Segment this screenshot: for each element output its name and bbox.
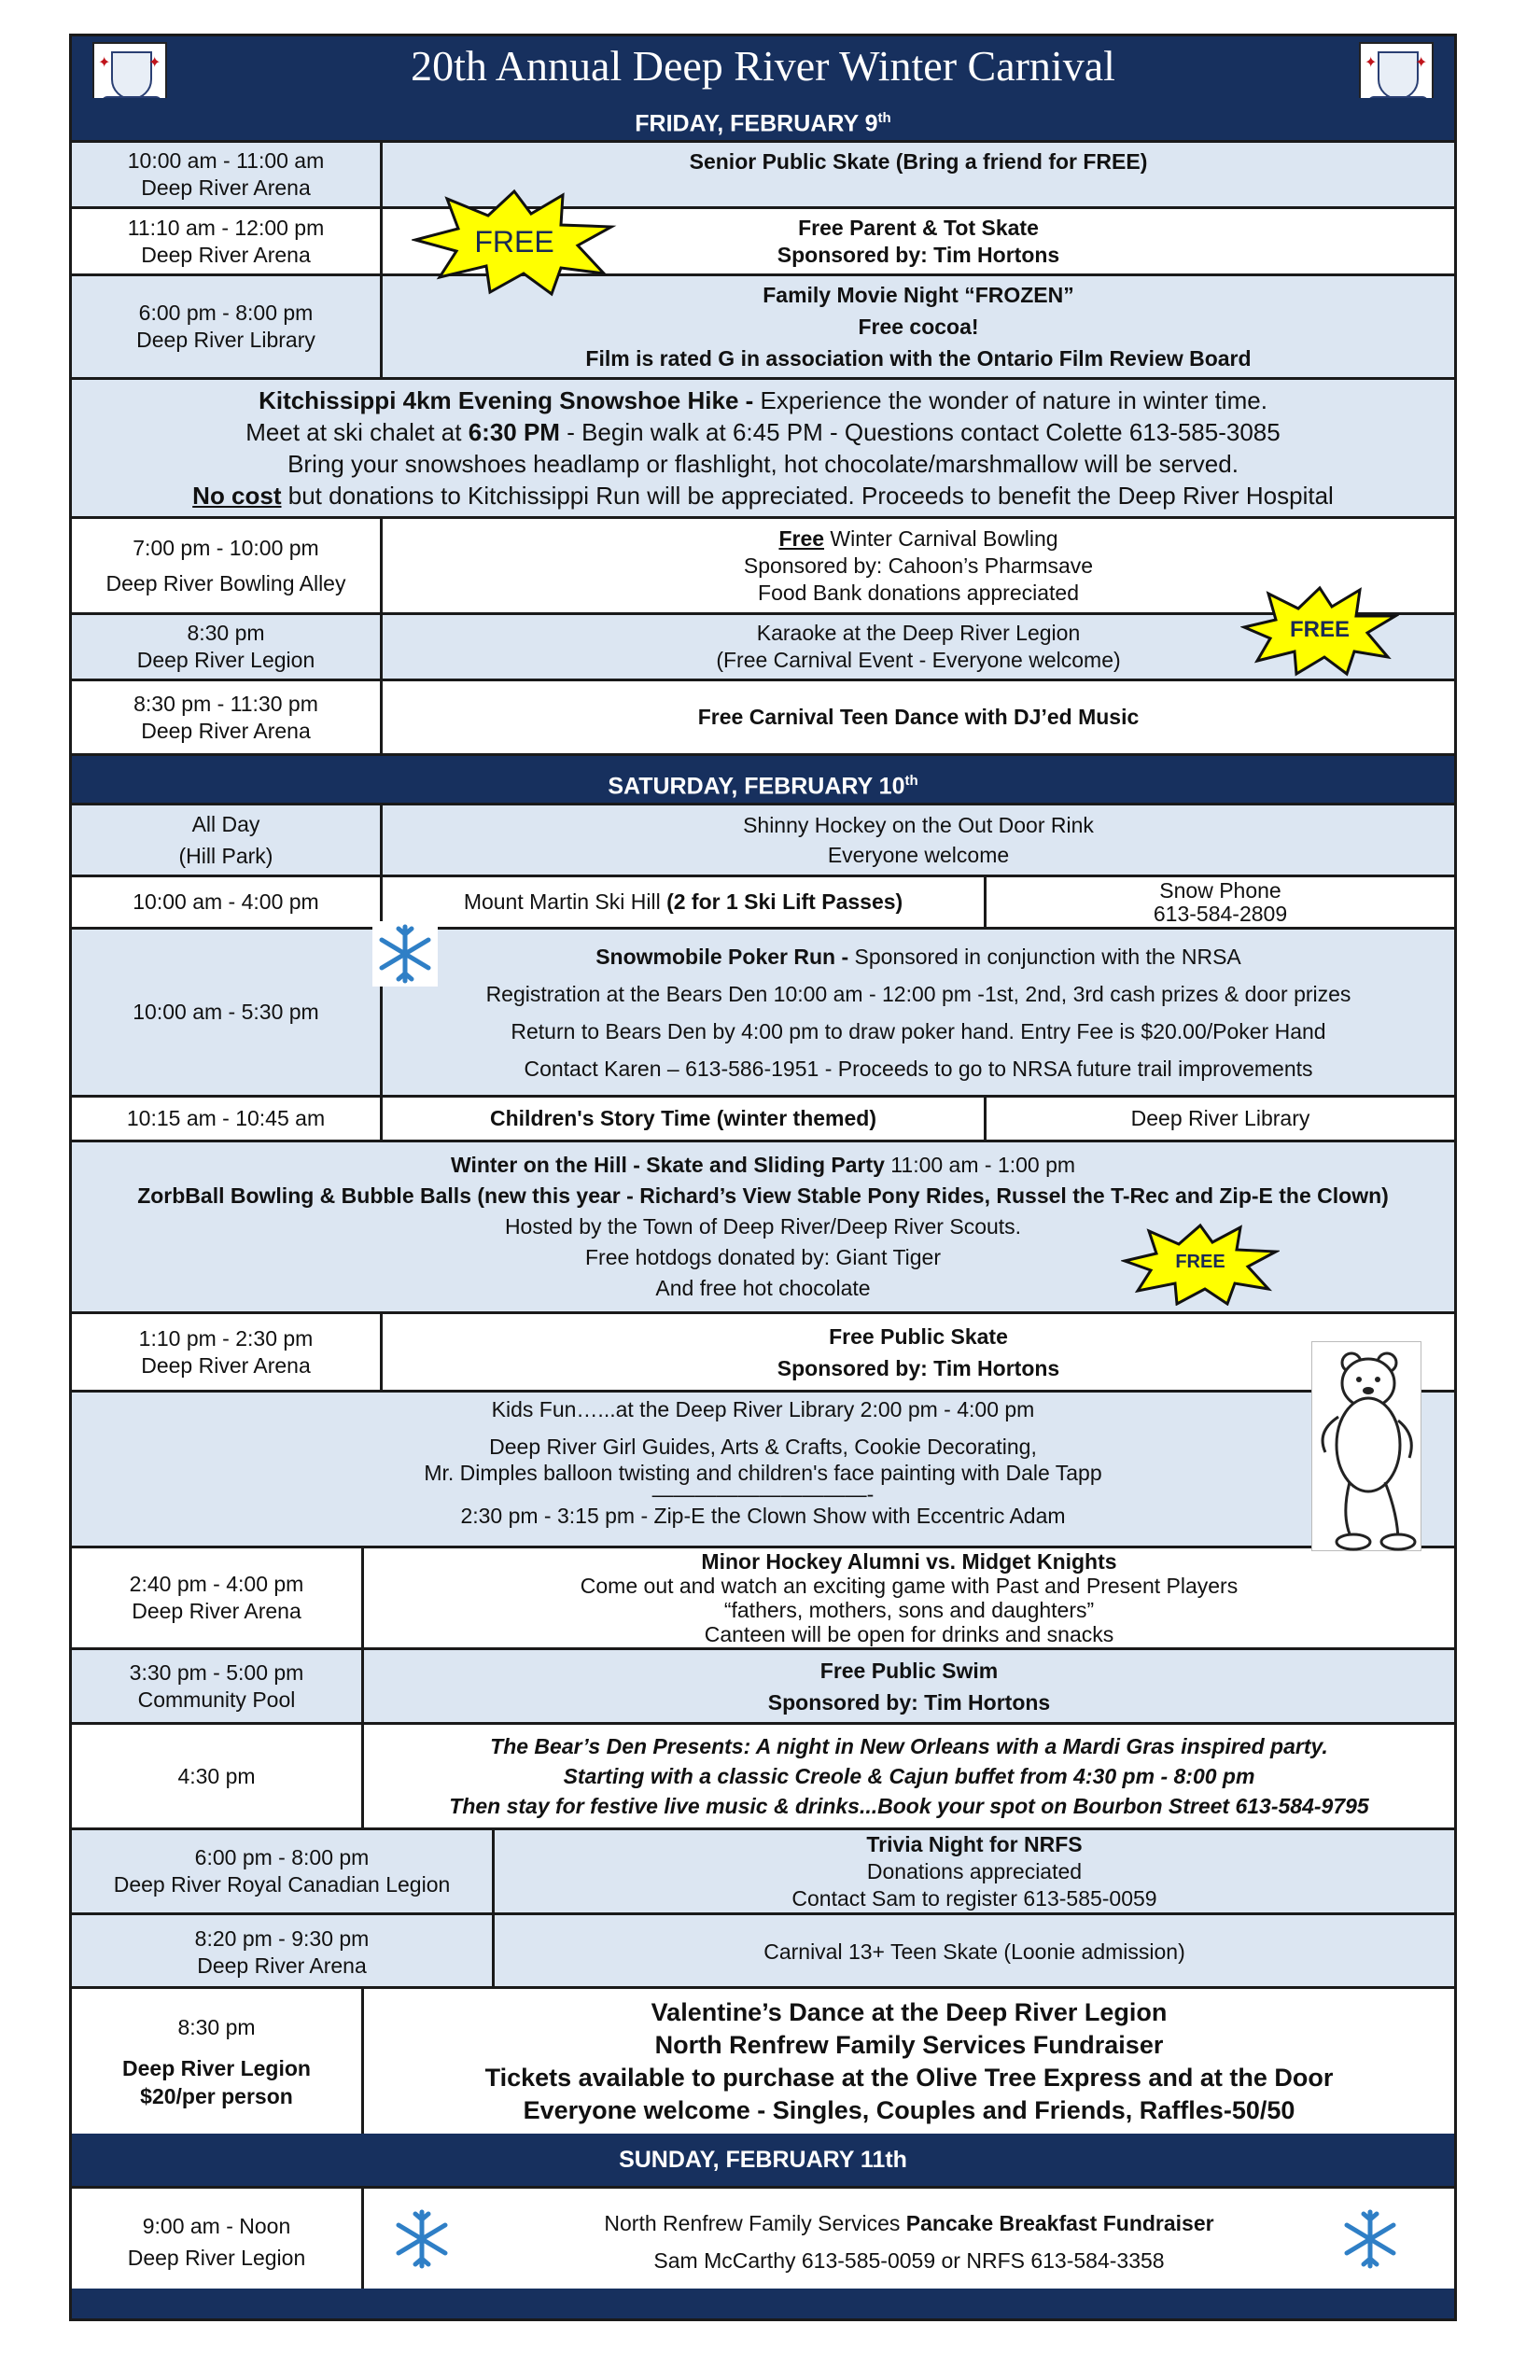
event-detail: Come out and watch an exciting game with Past and Present Players bbox=[580, 1574, 1239, 1598]
event-detail: Donations appreciated bbox=[866, 1858, 1083, 1883]
friday-header-text: FRIDAY, FEBRUARY 9 bbox=[635, 110, 878, 137]
saturday-header-text: SATURDAY, FEBRUARY 10 bbox=[608, 773, 905, 800]
event-cell bbox=[380, 681, 1454, 753]
event-cell bbox=[361, 1989, 1454, 2134]
event-location: Deep River Arena bbox=[197, 1953, 367, 1978]
location-cell bbox=[984, 1098, 1454, 1140]
event-title: Carnival 13+ Teen Skate (Loonie admission) bbox=[763, 1939, 1185, 1964]
event-location: Deep River Arena bbox=[141, 1352, 311, 1378]
event-detail: ZorbBall Bowling & Bubble Balls (new this year - Richard’s View Stable Pony Rides, Russel the T-Rec and Zip-E the Clown) bbox=[137, 1183, 1389, 1208]
time-cell bbox=[72, 519, 380, 612]
time-cell bbox=[72, 1915, 492, 1989]
event-detail bbox=[245, 416, 1280, 448]
hike-donation-text: but donations to Kitchissippi Run will be appreciated. Proceeds to benefit the Deep River Hospital bbox=[281, 482, 1334, 510]
valentine-sunday-section bbox=[69, 1986, 1457, 2321]
event-sponsor: Sponsored by: Tim Hortons bbox=[777, 242, 1060, 267]
hike-meet-text: Meet at ski chalet at bbox=[245, 418, 469, 446]
title-text: 20th Annual Deep River Winter Carnival bbox=[411, 42, 1115, 90]
hike-contact-text: - Begin walk at 6:45 PM - Questions contact Colette 613-585-3085 bbox=[559, 418, 1281, 446]
snowflake-icon bbox=[389, 2206, 455, 2272]
event-detail: Starting with a classic Creole & Cajun buffet from 4:30 pm - 8:00 pm bbox=[563, 1764, 1255, 1788]
event-sponsor: Sponsored by: Tim Hortons bbox=[767, 1689, 1051, 1715]
event-location: Community Pool bbox=[137, 1687, 296, 1712]
maple-leaf-icon: ✦ bbox=[1365, 55, 1378, 71]
event-title: Valentine’s Dance at the Deep River Legion bbox=[651, 1997, 1168, 2026]
event-contact: Sam McCarthy 613-585-0059 or NRFS 613-584-3358 bbox=[653, 2247, 1165, 2273]
time-cell bbox=[72, 1725, 361, 1827]
event-time: 7:00 pm - 10:00 pm bbox=[133, 536, 319, 560]
crest-shield bbox=[1378, 51, 1419, 100]
event-cell bbox=[380, 930, 1454, 1095]
ski-pass-offer: (2 for 1 Ski Lift Passes) bbox=[666, 889, 903, 914]
saturday-event-row bbox=[72, 927, 1454, 1095]
event-detail: Free hotdogs donated by: Giant Tiger bbox=[584, 1245, 942, 1269]
event-title: Trivia Night for NRFS bbox=[866, 1831, 1083, 1856]
crest-shield bbox=[111, 51, 152, 100]
friday-event-row bbox=[72, 679, 1454, 753]
event-sponsor: Sponsored by: Tim Hortons bbox=[777, 1355, 1060, 1380]
event-detail: Food Bank donations appreciated bbox=[758, 580, 1079, 605]
saturday-event-row bbox=[72, 1546, 1454, 1647]
event-detail bbox=[192, 480, 1334, 511]
event-detail: 2:30 pm - 3:15 pm - Zip-E the Clown Show with Eccentric Adam bbox=[460, 1504, 1066, 1528]
valentine-dance-row bbox=[72, 1989, 1454, 2134]
event-location: Deep River Bowling Alley bbox=[105, 571, 346, 595]
event-detail: Return to Bears Den by 4:00 pm to draw poker hand. Entry Fee is $20.00/Poker Hand bbox=[511, 1018, 1326, 1043]
event-cell bbox=[361, 1548, 1454, 1647]
event-location: Deep River Library bbox=[136, 328, 315, 352]
event-detail: Free cocoa! bbox=[858, 315, 979, 339]
pancake-breakfast-title: Pancake Breakfast Fundraiser bbox=[905, 2210, 1214, 2235]
time-cell bbox=[72, 805, 380, 875]
event-cell bbox=[72, 380, 1454, 516]
event-detail: Tickets available to purchase at the Olive Tree Express and at the Door bbox=[484, 2063, 1334, 2092]
event-location: (Hill Park) bbox=[178, 844, 273, 868]
saturday-event-row bbox=[72, 1095, 1454, 1140]
event-detail: And free hot chocolate bbox=[655, 1276, 871, 1300]
free-starburst-badge bbox=[1240, 584, 1399, 678]
event-title: Free Public Skate bbox=[829, 1323, 1008, 1349]
event-time: All Day bbox=[191, 812, 260, 836]
event-title bbox=[451, 1150, 1075, 1181]
event-detail: (Free Carnival Event - Everyone welcome) bbox=[716, 648, 1121, 672]
contact-cell bbox=[984, 877, 1454, 927]
event-time: 4:30 pm bbox=[177, 1763, 256, 1788]
event-title bbox=[595, 938, 1241, 975]
event-detail: Contact Sam to register 613-585-0059 bbox=[791, 1885, 1157, 1911]
event-detail: Then stay for festive live music & drinks...Book your spot on Bourbon Street 613-584-9795 bbox=[449, 1794, 1369, 1818]
event-sponsor: Sponsored by: Cahoon’s Pharmsave bbox=[743, 553, 1094, 578]
event-location: Deep River Royal Canadian Legion bbox=[113, 1872, 451, 1897]
event-location: Deep River Arena bbox=[132, 1599, 301, 1623]
event-time: 3:30 pm - 5:00 pm bbox=[129, 1659, 304, 1685]
time-cell bbox=[72, 2189, 361, 2294]
event-cell bbox=[380, 805, 1454, 875]
snowflake-icon bbox=[372, 921, 438, 987]
event-detail: Everyone welcome bbox=[827, 843, 1010, 867]
event-location: Deep River Arena bbox=[141, 718, 311, 743]
event-cell bbox=[361, 1650, 1454, 1722]
footer-bar bbox=[72, 2289, 1454, 2318]
hill-party-title: Winter on the Hill - Skate and Sliding Party bbox=[450, 1153, 885, 1177]
event-location: Deep River Arena bbox=[141, 175, 311, 200]
event-detail: Canteen will be open for drinks and snacks bbox=[704, 1622, 1114, 1646]
divider-text: ——————————- bbox=[651, 1482, 875, 1506]
snow-phone-label: Snow Phone bbox=[1159, 877, 1281, 903]
poker-run-sponsor: Sponsored in conjunction with the NRSA bbox=[854, 944, 1241, 969]
event-detail: Mr. Dimples balloon twisting and children's face painting with Dale Tapp bbox=[424, 1461, 1102, 1485]
hike-meet-time: 6:30 PM bbox=[468, 418, 560, 446]
maple-leaf-icon: ✦ bbox=[1415, 55, 1428, 71]
saturday-event-row bbox=[72, 1311, 1454, 1390]
friday-header bbox=[72, 98, 1454, 140]
event-detail: Deep River Girl Guides, Arts & Crafts, Cookie Decorating, bbox=[489, 1435, 1037, 1459]
event-title: Senior Public Skate (Bring a friend for FREE) bbox=[689, 149, 1148, 174]
bear-mascot-illustration bbox=[1311, 1341, 1421, 1551]
time-cell bbox=[72, 615, 380, 679]
poker-run-title: Snowmobile Poker Run - bbox=[595, 944, 855, 969]
event-time: 11:10 am - 12:00 pm bbox=[127, 215, 325, 240]
event-cell bbox=[72, 1393, 1454, 1546]
event-time: 8:30 pm - 11:30 pm bbox=[133, 691, 318, 716]
hill-party-time: 11:00 am - 1:00 pm bbox=[884, 1153, 1076, 1177]
friday-event-row bbox=[72, 206, 1454, 273]
sunday-header bbox=[72, 2134, 1454, 2186]
free-starburst-badge bbox=[412, 188, 617, 298]
event-title bbox=[604, 2205, 1213, 2242]
event-time: 2:40 pm - 4:00 pm bbox=[129, 1572, 304, 1596]
event-title: Children's Story Time (winter themed) bbox=[490, 1106, 876, 1130]
time-cell bbox=[72, 143, 380, 206]
event-time: 6:00 pm - 8:00 pm bbox=[194, 1845, 370, 1869]
bear-graphic bbox=[1312, 1342, 1422, 1552]
free-starburst-badge bbox=[1121, 1222, 1280, 1306]
event-cell bbox=[361, 1725, 1454, 1827]
event-title: Minor Hockey Alumni vs. Midget Knights bbox=[701, 1549, 1117, 1574]
ski-hill-name: Mount Martin Ski Hill bbox=[463, 889, 667, 914]
event-time: 10:00 am - 11:00 am bbox=[127, 148, 325, 173]
event-detail: Everyone welcome - Singles, Couples and Friends, Raffles-50/50 bbox=[523, 2095, 1295, 2124]
time-cell bbox=[72, 877, 380, 927]
nrfs-name: North Renfrew Family Services bbox=[604, 2210, 906, 2235]
free-badge-text: FREE bbox=[474, 225, 554, 259]
time-cell bbox=[72, 1650, 361, 1722]
event-cell bbox=[492, 1830, 1454, 1912]
event-title bbox=[778, 525, 1057, 553]
hike-title: Kitchissippi 4km Evening Snowshoe Hike - bbox=[259, 386, 761, 414]
event-title: Shinny Hockey on the Out Door Rink bbox=[743, 813, 1094, 837]
event-time: 8:20 pm - 9:30 pm bbox=[194, 1925, 370, 1951]
free-badge-text: FREE bbox=[1175, 1252, 1225, 1272]
maple-leaf-icon: ✦ bbox=[98, 55, 111, 71]
event-time: 1:10 pm - 2:30 pm bbox=[138, 1325, 314, 1351]
sunday-event-row bbox=[72, 2186, 1454, 2294]
bowling-title: Winter Carnival Bowling bbox=[824, 525, 1058, 551]
event-detail: Film is rated G in association with the Ontario Film Review Board bbox=[585, 346, 1252, 371]
event-cell bbox=[380, 1098, 984, 1140]
event-time: 8:30 pm bbox=[177, 2014, 256, 2039]
sunday-header-text: SUNDAY, FEBRUARY 11th bbox=[619, 2147, 907, 2173]
saturday-event-row bbox=[72, 1827, 1454, 1912]
event-cell bbox=[380, 1314, 1454, 1390]
event-detail: North Renfrew Family Services Fundraiser bbox=[654, 2030, 1164, 2059]
carnival-schedule bbox=[69, 34, 1457, 1992]
event-detail: Bring your snowshoes headlamp or flashlight, hot chocolate/marshmallow will be served. bbox=[287, 450, 1239, 478]
event-cell bbox=[492, 1915, 1454, 1989]
event-time: 6:00 pm - 8:00 pm bbox=[138, 301, 314, 325]
hike-subtitle: Experience the wonder of nature in winter time. bbox=[760, 386, 1267, 414]
event-detail: Contact Karen – 613-586-1951 - Proceeds to go to NRSA future trail improvements bbox=[524, 1056, 1313, 1081]
friday-event-row bbox=[72, 273, 1454, 377]
snowflake-graphic bbox=[389, 2206, 455, 2272]
saturday-event-row bbox=[72, 803, 1454, 875]
free-label: Free bbox=[778, 525, 825, 551]
event-title bbox=[464, 889, 903, 916]
event-detail: Hosted by the Town of Deep River/Deep River Scouts. bbox=[504, 1214, 1022, 1239]
friday-header-sup: th bbox=[877, 110, 891, 126]
time-cell bbox=[72, 681, 380, 753]
friday-event-row bbox=[72, 140, 1454, 206]
event-location: Deep River Library bbox=[1130, 1106, 1310, 1130]
time-cell bbox=[72, 1098, 380, 1140]
page-title bbox=[72, 36, 1454, 98]
event-location: Deep River Legion bbox=[122, 2055, 311, 2080]
free-badge-text: FREE bbox=[1289, 617, 1350, 642]
event-detail: Registration at the Bears Den 10:00 am - 12:00 pm -1st, 2nd, 3rd cash prizes & door prizes bbox=[485, 981, 1351, 1006]
event-title: Kids Fun…...at the Deep River Library 2:00 pm - 4:00 pm bbox=[491, 1397, 1035, 1421]
time-cell bbox=[72, 276, 380, 377]
saturday-header-sup: th bbox=[904, 773, 918, 789]
snow-phone-number: 613-584-2809 bbox=[1153, 901, 1288, 926]
saturday-event-row bbox=[72, 1912, 1454, 1989]
event-title: The Bear’s Den Presents: A night in New Orleans with a Mardi Gras inspired party. bbox=[490, 1734, 1328, 1758]
ticket-price: $20/per person bbox=[140, 2083, 293, 2108]
event-location: Deep River Legion bbox=[127, 2245, 306, 2270]
event-time: 8:30 pm bbox=[187, 621, 265, 645]
no-cost-label: No cost bbox=[192, 482, 282, 510]
time-cell bbox=[72, 1314, 380, 1390]
time-cell bbox=[72, 209, 380, 273]
saturday-event-row bbox=[72, 875, 1454, 927]
time-cell bbox=[72, 1548, 361, 1647]
saturday-event-row bbox=[72, 1722, 1454, 1827]
kids-fun-row bbox=[72, 1390, 1454, 1546]
event-title: Free Carnival Teen Dance with DJ’ed Music bbox=[697, 705, 1140, 729]
saturday-event-row bbox=[72, 1647, 1454, 1722]
event-location: Deep River Legion bbox=[136, 648, 315, 672]
event-title bbox=[259, 385, 1267, 416]
event-cell bbox=[361, 2189, 1454, 2294]
event-location: Deep River Arena bbox=[141, 242, 311, 267]
snowflake-icon bbox=[1337, 2206, 1403, 2272]
event-cell bbox=[380, 877, 984, 927]
event-title: Karaoke at the Deep River Legion bbox=[756, 621, 1081, 645]
event-time: 10:15 am - 10:45 am bbox=[126, 1106, 326, 1130]
snowflake-graphic bbox=[1337, 2206, 1403, 2272]
event-time: 9:00 am - Noon bbox=[142, 2213, 291, 2238]
maple-leaf-icon: ✦ bbox=[148, 55, 161, 71]
time-cell bbox=[72, 930, 380, 1095]
event-time: 10:00 am - 4:00 pm bbox=[133, 889, 319, 914]
event-title: Free Public Swim bbox=[819, 1658, 999, 1683]
event-title: Family Movie Night “FROZEN” bbox=[763, 283, 1074, 307]
saturday-header bbox=[72, 753, 1454, 803]
event-detail: “fathers, mothers, sons and daughters” bbox=[723, 1598, 1095, 1622]
time-cell bbox=[72, 1989, 361, 2134]
time-cell bbox=[72, 1830, 492, 1912]
event-title: Free Parent & Tot Skate bbox=[798, 215, 1039, 240]
snowflake-graphic bbox=[372, 921, 438, 987]
event-time: 10:00 am - 5:30 pm bbox=[133, 1000, 319, 1024]
snowshoe-hike-row bbox=[72, 377, 1454, 516]
